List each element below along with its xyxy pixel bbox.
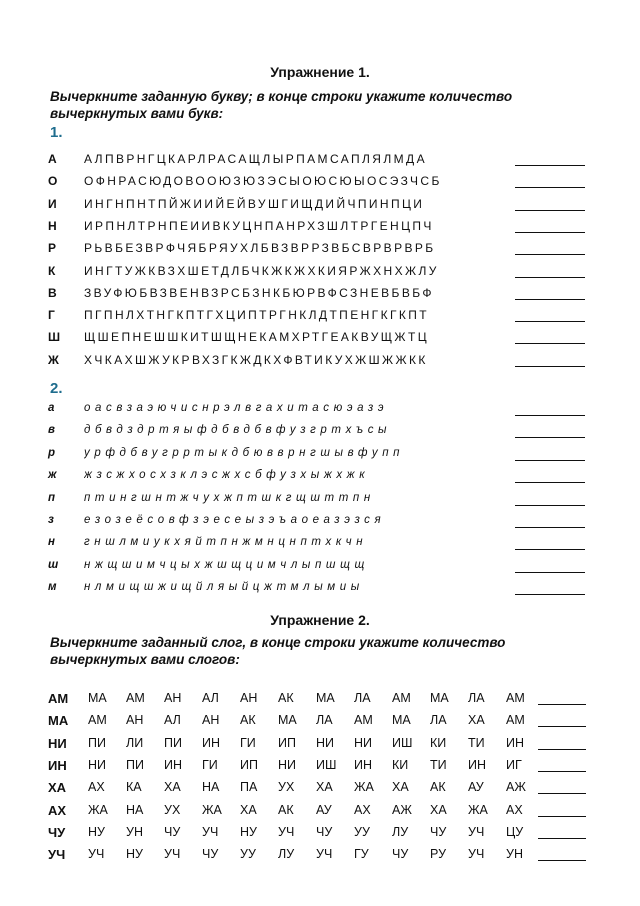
syllable-row <box>48 691 593 713</box>
syllable: НИ <box>88 757 107 772</box>
letter-row <box>48 581 593 603</box>
syllable: ИН <box>506 735 525 750</box>
letter-sequence: дбвдздртяыфдбвдбвфузгртхъсы <box>84 424 392 437</box>
answer-blank[interactable] <box>515 549 585 550</box>
answer-blank[interactable] <box>515 299 585 300</box>
syllable: ЖА <box>88 802 108 817</box>
syllable: АМ <box>126 691 145 705</box>
syllable: НА <box>202 780 220 795</box>
syllable: НУ <box>88 824 105 839</box>
syllable: АМ <box>354 713 373 728</box>
letter-row <box>48 264 593 286</box>
section2-label: 2. <box>50 380 63 397</box>
syllable: ИП <box>278 735 296 750</box>
answer-blank[interactable] <box>515 165 585 166</box>
answer-blank[interactable] <box>515 572 585 573</box>
syllable: НУ <box>126 847 143 862</box>
answer-blank[interactable] <box>538 860 586 861</box>
letter-row <box>48 241 593 263</box>
letter-sequence: жзсжхосхзклэсжхсбфузхыжхжк <box>84 469 370 482</box>
syllable: УУ <box>240 847 256 862</box>
letter-sequence: ИНГНПНТПЙЖИИЙЕЙВУШГИЩДИЙЧПИНПЦИ <box>84 196 425 211</box>
syllable: ИН <box>468 757 487 772</box>
target-letter: в <box>48 424 55 437</box>
target-letter: з <box>48 514 54 526</box>
answer-blank[interactable] <box>515 594 585 595</box>
syllable: КА <box>126 780 142 795</box>
target-syllable: ИН <box>48 757 67 773</box>
answer-blank[interactable] <box>538 816 586 817</box>
syllable: ПИ <box>164 735 182 750</box>
syllable: ЧУ <box>202 847 219 862</box>
letter-row <box>48 152 593 174</box>
syllable: МА <box>316 691 335 705</box>
target-syllable: ЧУ <box>48 824 66 840</box>
letter-row <box>48 308 593 330</box>
syllable: АЛ <box>164 713 181 728</box>
syllable: УЧ <box>88 847 105 862</box>
syllable: МА <box>278 713 297 728</box>
syllable: АН <box>240 691 258 705</box>
syllable: ГУ <box>354 847 369 862</box>
syllable: ЧУ <box>430 824 447 839</box>
letter-row <box>48 559 593 581</box>
syllable: РУ <box>430 847 447 862</box>
syllable: ИН <box>202 735 221 750</box>
syllable: АЖ <box>392 802 412 817</box>
answer-blank[interactable] <box>515 366 585 367</box>
syllable: УН <box>126 824 143 839</box>
target-letter: р <box>48 446 56 459</box>
syllable: УЧ <box>164 847 181 862</box>
answer-blank[interactable] <box>515 415 585 416</box>
syllable: АК <box>278 691 294 705</box>
answer-blank[interactable] <box>538 838 586 839</box>
syllable: ЧУ <box>392 847 409 862</box>
target-letter: н <box>48 536 55 549</box>
target-letter: К <box>48 263 56 278</box>
letter-row <box>48 447 593 469</box>
syllable: МА <box>88 691 107 705</box>
target-syllable: УЧ <box>48 847 66 863</box>
syllable: АМ <box>506 713 525 728</box>
answer-blank[interactable] <box>515 505 585 506</box>
syllable: ЧУ <box>164 824 181 839</box>
target-letter: м <box>48 581 57 594</box>
letter-row <box>48 219 593 241</box>
answer-blank[interactable] <box>538 704 586 705</box>
letter-sequence: ИНГТУЖКВЗХШЕТДЛБЧКЖКЖХКИЯРЖХНХЖЛУ <box>84 263 439 278</box>
syllable: УЧ <box>316 847 333 862</box>
exercise2-title: Упражнение 2. <box>270 612 370 628</box>
target-letter: В <box>48 285 57 300</box>
syllable: ЛА <box>468 691 485 705</box>
syllable: АЖ <box>506 780 526 795</box>
syllable: ЛА <box>316 713 333 728</box>
letter-sequence: урфдбвугрртыкдбювврнгшывфупп <box>84 446 405 459</box>
syllable: УЧ <box>468 847 485 862</box>
syllable-row <box>48 713 593 735</box>
syllable-row <box>48 847 593 869</box>
target-letter: ш <box>48 558 59 571</box>
syllable: ИШ <box>316 757 337 772</box>
exercise1-instruction: Вычеркните заданную букву; в конце строки укажите количество вычеркнутых вами букв: <box>50 89 513 121</box>
target-syllable: АХ <box>48 802 67 818</box>
target-syllable: АМ <box>48 691 69 706</box>
target-letter: Н <box>48 218 57 233</box>
syllable: АК <box>240 713 256 728</box>
target-letter: Г <box>48 308 55 323</box>
syllable: ТИ <box>468 735 485 750</box>
syllable: ХА <box>164 780 181 795</box>
syllable: УХ <box>164 802 181 817</box>
letter-sequence: ЗВУФЮБВЗВЕНВЗРСБЗНКБЮРВФСЗНЕВБВБФ <box>84 285 434 300</box>
syllable: ПИ <box>88 735 106 750</box>
syllable: АН <box>126 713 144 728</box>
letter-sequence: АЛПВРНГЦКАРЛРАСАЩЛЫРПАМСАПЛЯЛМДА <box>84 152 427 166</box>
syllable: АН <box>202 713 220 728</box>
target-letter: Ш <box>48 330 61 345</box>
letter-sequence: нжщшимчцыхжшщцимчлыпшщщ <box>84 558 369 571</box>
letter-sequence: езозеёсовфзэесеызэъаоеазэзся <box>84 514 386 526</box>
answer-blank[interactable] <box>515 460 585 461</box>
answer-blank[interactable] <box>515 343 585 344</box>
syllable-row <box>48 736 593 758</box>
syllable: ХА <box>316 780 333 795</box>
answer-blank[interactable] <box>515 232 585 233</box>
syllable: ЖА <box>354 780 374 795</box>
answer-blank[interactable] <box>515 254 585 255</box>
letter-sequence: ИРПНЛТРНПЕИИВКУЦНПАНРХЗШЛТРГЕНЦПЧ <box>84 218 434 233</box>
target-letter: Р <box>48 241 57 256</box>
target-letter: А <box>48 152 57 166</box>
syllable: МА <box>430 691 449 705</box>
syllable: ПИ <box>126 757 144 772</box>
target-syllable: ХА <box>48 780 67 796</box>
syllable: АУ <box>316 802 332 817</box>
syllable: ИН <box>354 757 373 772</box>
letter-row <box>48 492 593 514</box>
syllable: ТИ <box>430 757 447 772</box>
syllable: ГИ <box>202 757 218 772</box>
syllable: НУ <box>240 824 257 839</box>
letter-sequence: ЩШЕПНЕШШКИТШЩНЕКАМХРТГЕАКВУЩЖТЦ <box>84 330 429 345</box>
syllable: ИП <box>240 757 258 772</box>
letter-row <box>48 330 593 352</box>
syllable: НИ <box>316 735 335 750</box>
answer-blank[interactable] <box>515 277 585 278</box>
syllable: НА <box>126 802 144 817</box>
syllable: НИ <box>278 757 297 772</box>
letter-row <box>48 286 593 308</box>
syllable: АК <box>430 780 446 795</box>
exercise2-instruction: Вычеркните заданный слог, в конце строки укажите количество вычеркнутых вами слогов: <box>50 635 506 667</box>
syllable: ЦУ <box>506 824 524 839</box>
letter-row <box>48 402 593 424</box>
letter-row <box>48 197 593 219</box>
letter-sequence: оасвзаэючиснрэлвгахитасюэазэ <box>84 402 389 414</box>
syllable: АМ <box>506 691 525 705</box>
letter-sequence: ПГПНЛХТНГКПТГХЦИПТРГНКЛДТПЕНГКГКПТ <box>84 308 430 323</box>
syllable: АМ <box>392 691 411 705</box>
syllable: НИ <box>354 735 373 750</box>
target-letter: а <box>48 402 55 414</box>
letter-sequence: РЬВБЕЗВРФЧЯБРЯУХЛБВЗВРРЗВБСВРВРВРБ <box>84 241 436 256</box>
syllable: МА <box>392 713 411 728</box>
syllable: ЛА <box>354 691 371 705</box>
target-letter: Ж <box>48 352 59 367</box>
answer-blank[interactable] <box>538 793 586 794</box>
syllable: ХА <box>430 802 447 817</box>
syllable-row <box>48 803 593 825</box>
syllable: ИН <box>164 757 183 772</box>
syllable: АХ <box>506 802 523 817</box>
letter-row <box>48 514 593 536</box>
answer-blank[interactable] <box>515 210 585 211</box>
letter-row <box>48 469 593 491</box>
letter-sequence: нлмищшжищйляыйцжтмлымиы <box>84 581 364 594</box>
syllable: УУ <box>354 824 370 839</box>
syllable-row <box>48 780 593 802</box>
syllable: ЖА <box>202 802 222 817</box>
syllable: ЛА <box>430 713 447 728</box>
target-letter: И <box>48 196 57 211</box>
letter-row <box>48 353 593 375</box>
letter-sequence: ХЧКАХШЖУКРВХЗГКЖДКХФВТИКУХЖШЖЖКК <box>84 352 428 367</box>
syllable: АН <box>164 691 182 705</box>
answer-blank[interactable] <box>538 726 586 727</box>
syllable: ЖА <box>468 802 488 817</box>
target-syllable: НИ <box>48 735 67 751</box>
target-letter: О <box>48 174 58 189</box>
answer-blank[interactable] <box>515 527 585 528</box>
syllable: АУ <box>468 780 484 795</box>
syllable: ХА <box>240 802 257 817</box>
syllable: АХ <box>88 780 105 795</box>
target-letter: п <box>48 491 56 504</box>
syllable: ЛУ <box>392 824 409 839</box>
syllable-row <box>48 825 593 847</box>
answer-blank[interactable] <box>515 321 585 322</box>
letter-row <box>48 424 593 446</box>
letter-sequence: птингшнтжчухжптшкгщшттпн <box>84 491 375 504</box>
answer-blank[interactable] <box>538 771 586 772</box>
target-letter: ж <box>48 469 57 482</box>
syllable: УЧ <box>278 824 295 839</box>
syllable: УЧ <box>468 824 485 839</box>
answer-blank[interactable] <box>515 437 585 438</box>
syllable: ЛИ <box>126 735 144 750</box>
syllable: УН <box>506 847 523 862</box>
syllable: УЧ <box>202 824 219 839</box>
answer-blank[interactable] <box>538 749 586 750</box>
syllable: АЛ <box>202 691 219 705</box>
syllable: ПА <box>240 780 258 795</box>
syllable: АМ <box>88 713 107 728</box>
syllable: ИШ <box>392 735 413 750</box>
syllable: ХА <box>468 713 485 728</box>
answer-blank[interactable] <box>515 482 585 483</box>
syllable: АК <box>278 802 294 817</box>
letter-sequence: гншлмиукхяйтпнжмнцнптхкчн <box>84 536 368 549</box>
syllable: ЛУ <box>278 847 295 862</box>
syllable: КИ <box>392 757 409 772</box>
syllable: ИГ <box>506 757 522 772</box>
syllable: ХА <box>392 780 409 795</box>
syllable: ЧУ <box>316 824 333 839</box>
syllable: АХ <box>354 802 371 817</box>
answer-blank[interactable] <box>515 187 585 188</box>
section1-label: 1. <box>50 124 63 141</box>
letter-sequence: ОФНРАСЮДОВООЮЗЮЗЭСЫОЮСЮЫОСЭЗЧСБ <box>84 174 442 189</box>
target-syllable: МА <box>48 713 69 729</box>
letter-row <box>48 536 593 558</box>
exercise1-title: Упражнение 1. <box>270 64 370 80</box>
syllable: КИ <box>430 735 447 750</box>
letter-row <box>48 174 593 196</box>
syllable: УХ <box>278 780 295 795</box>
syllable: ГИ <box>240 735 256 750</box>
syllable-row <box>48 758 593 780</box>
